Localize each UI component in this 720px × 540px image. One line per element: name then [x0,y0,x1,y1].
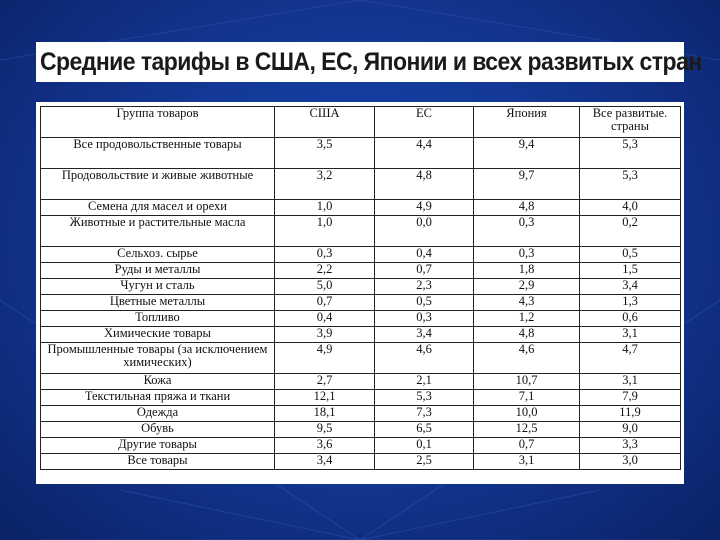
cell-eu: 2,5 [375,454,474,470]
cell-group-name: Топливо [41,311,275,327]
cell-all-developed: 3,3 [580,438,681,454]
cell-group-name: Одежда [41,406,275,422]
cell-eu: 0,4 [375,247,474,263]
cell-group-name: Сельхоз. сырье [41,247,275,263]
cell-group-name: Другие товары [41,438,275,454]
header-eu: ЕС [375,107,474,138]
tariff-table [40,106,681,470]
cell-japan: 2,9 [474,279,580,295]
table-row [41,169,681,200]
cell-eu: 4,6 [375,343,474,374]
cell-usa: 4,9 [275,343,375,374]
cell-eu: 0,0 [375,216,474,247]
cell-usa: 1,0 [275,200,375,216]
table-row [41,438,681,454]
cell-japan: 7,1 [474,390,580,406]
table-row [41,454,681,470]
cell-japan: 10,7 [474,374,580,390]
table-panel [36,102,684,484]
cell-group-name: Продовольствие и живые животные [41,169,275,200]
cell-group-name: Промышленные товары (за исключением химических) [41,343,275,374]
cell-all-developed: 11,9 [580,406,681,422]
cell-usa: 0,7 [275,295,375,311]
cell-usa: 1,0 [275,216,375,247]
cell-eu: 5,3 [375,390,474,406]
cell-all-developed: 1,3 [580,295,681,311]
cell-group-name: Химические товары [41,327,275,343]
table-row [41,374,681,390]
table-body [41,138,681,470]
table-row [41,422,681,438]
cell-group-name: Все продовольственные товары [41,138,275,169]
cell-all-developed: 5,3 [580,169,681,200]
cell-japan: 4,6 [474,343,580,374]
header-usa: США [275,107,375,138]
table-row [41,263,681,279]
header-group: Группа товаров [41,107,275,138]
cell-japan: 4,3 [474,295,580,311]
cell-usa: 3,2 [275,169,375,200]
cell-all-developed: 0,6 [580,311,681,327]
cell-usa: 3,6 [275,438,375,454]
cell-japan: 0,3 [474,247,580,263]
cell-usa: 3,4 [275,454,375,470]
cell-usa: 3,9 [275,327,375,343]
table-row [41,390,681,406]
cell-eu: 0,3 [375,311,474,327]
cell-eu: 0,7 [375,263,474,279]
cell-japan: 4,8 [474,200,580,216]
table-row [41,327,681,343]
header-japan: Япония [474,107,580,138]
cell-eu: 4,8 [375,169,474,200]
cell-group-name: Кожа [41,374,275,390]
cell-japan: 1,8 [474,263,580,279]
cell-eu: 2,1 [375,374,474,390]
cell-group-name: Цветные металлы [41,295,275,311]
table-row [41,279,681,295]
cell-eu: 7,3 [375,406,474,422]
cell-eu: 4,4 [375,138,474,169]
cell-usa: 2,2 [275,263,375,279]
cell-eu: 0,1 [375,438,474,454]
cell-usa: 0,3 [275,247,375,263]
cell-group-name: Семена для масел и орехи [41,200,275,216]
table-row [41,311,681,327]
cell-group-name: Животные и растительные масла [41,216,275,247]
cell-usa: 12,1 [275,390,375,406]
cell-japan: 0,3 [474,216,580,247]
cell-japan: 10,0 [474,406,580,422]
table-row [41,138,681,169]
cell-eu: 4,9 [375,200,474,216]
page-title: Средние тарифы в США, ЕС, Японии и всех развитых стран [40,47,702,76]
cell-all-developed: 3,1 [580,374,681,390]
cell-group-name: Чугун и сталь [41,279,275,295]
table-row [41,295,681,311]
table-row [41,200,681,216]
title-panel [36,42,702,82]
cell-all-developed: 3,1 [580,327,681,343]
cell-japan: 1,2 [474,311,580,327]
table-row [41,406,681,422]
cell-all-developed: 9,0 [580,422,681,438]
cell-japan: 4,8 [474,327,580,343]
cell-japan: 9,4 [474,138,580,169]
cell-eu: 2,3 [375,279,474,295]
cell-japan: 3,1 [474,454,580,470]
cell-all-developed: 0,5 [580,247,681,263]
cell-japan: 0,7 [474,438,580,454]
cell-japan: 9,7 [474,169,580,200]
cell-all-developed: 7,9 [580,390,681,406]
table-row [41,247,681,263]
cell-group-name: Руды и металлы [41,263,275,279]
cell-usa: 2,7 [275,374,375,390]
cell-all-developed: 4,0 [580,200,681,216]
table-row [41,216,681,247]
cell-all-developed: 3,4 [580,279,681,295]
cell-usa: 0,4 [275,311,375,327]
cell-eu: 6,5 [375,422,474,438]
cell-group-name: Все товары [41,454,275,470]
cell-all-developed: 5,3 [580,138,681,169]
cell-japan: 12,5 [474,422,580,438]
cell-group-name: Текстильная пряжа и ткани [41,390,275,406]
header-all-developed: Все развитые. страны [580,107,681,138]
cell-eu: 3,4 [375,327,474,343]
cell-group-name: Обувь [41,422,275,438]
table-header-row [41,107,681,138]
cell-all-developed: 1,5 [580,263,681,279]
cell-usa: 9,5 [275,422,375,438]
cell-all-developed: 0,2 [580,216,681,247]
cell-all-developed: 3,0 [580,454,681,470]
cell-all-developed: 4,7 [580,343,681,374]
cell-eu: 0,5 [375,295,474,311]
cell-usa: 18,1 [275,406,375,422]
table-row [41,343,681,374]
cell-usa: 5,0 [275,279,375,295]
cell-usa: 3,5 [275,138,375,169]
